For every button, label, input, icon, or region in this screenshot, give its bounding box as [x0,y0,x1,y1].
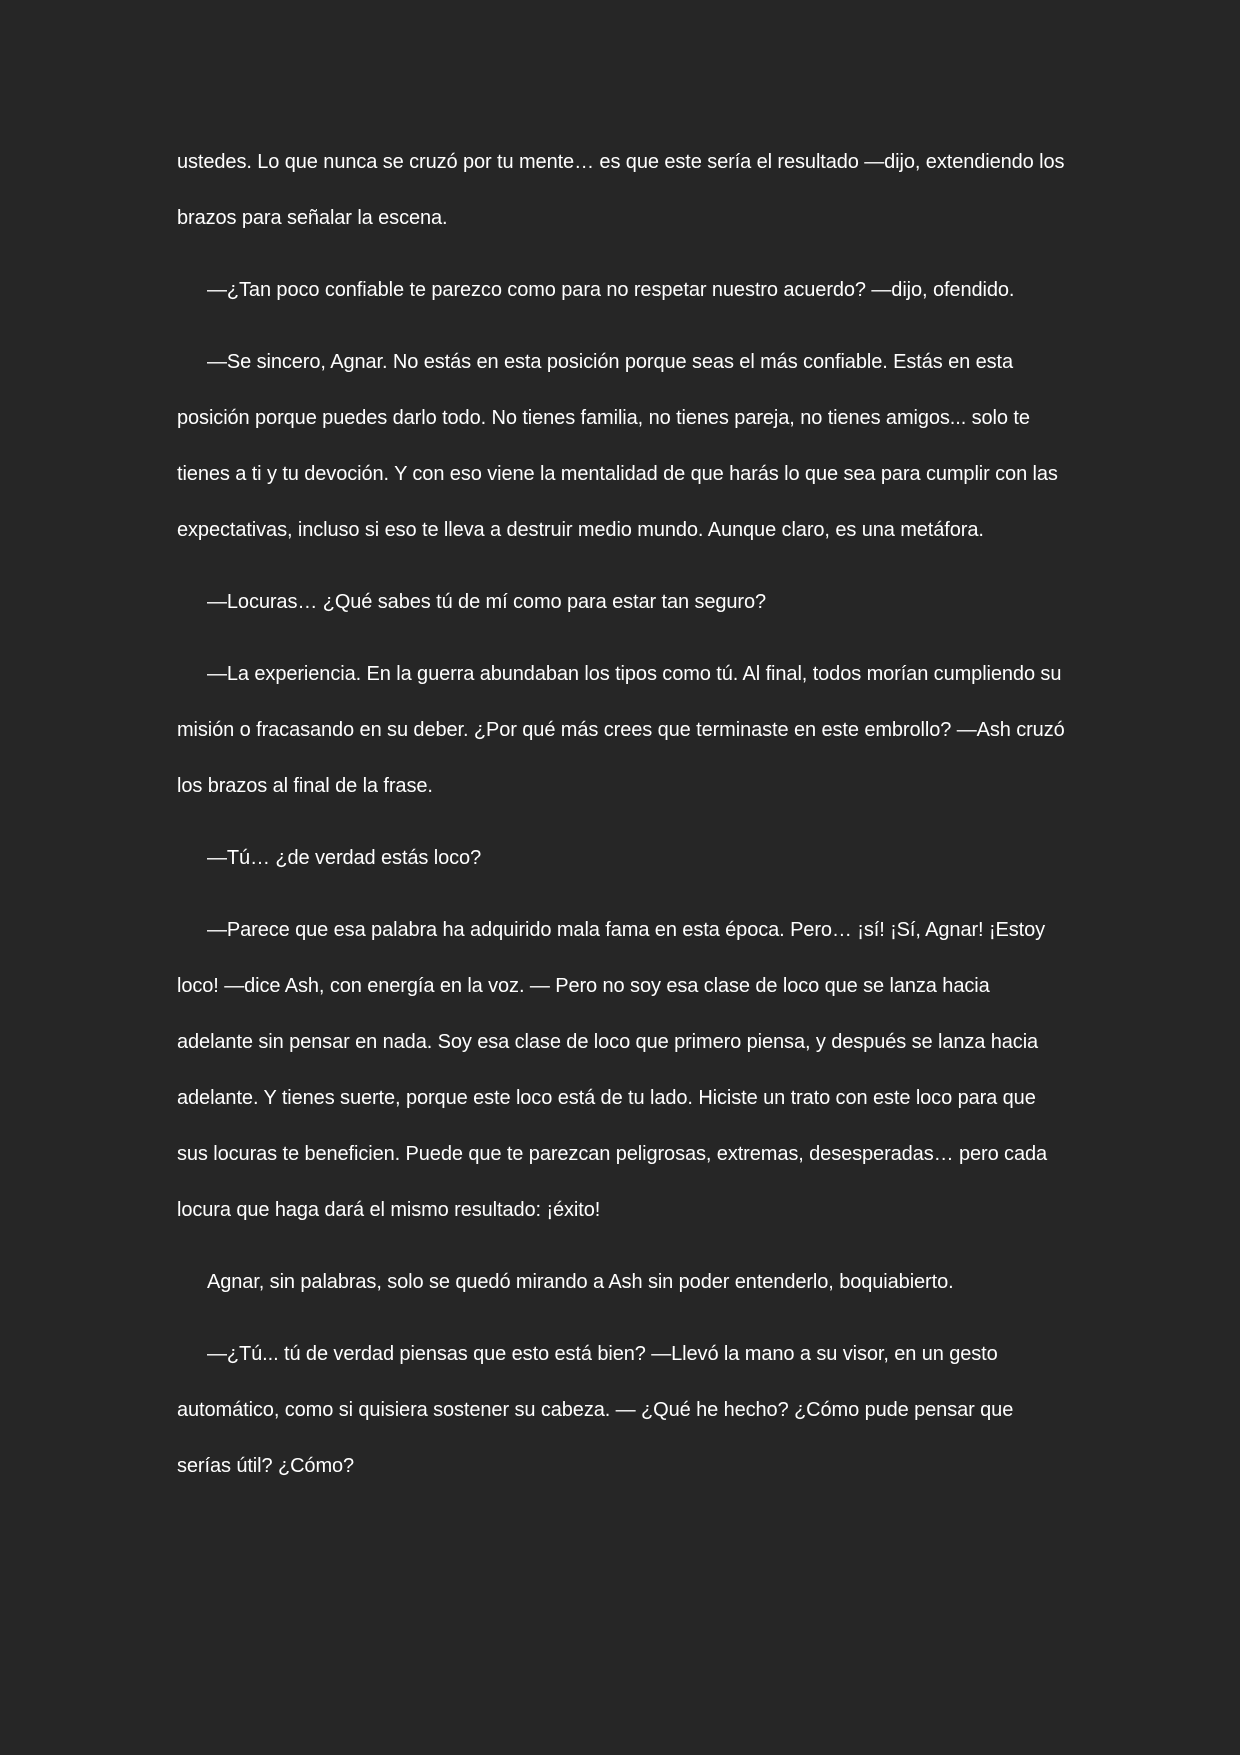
paragraph: —¿Tú... tú de verdad piensas que esto está bien? —Llevó la mano a su visor, en un gesto automático, como si quisiera sostener su cabeza. — ¿Qué he hecho? ¿Cómo pude pensar que serías útil? ¿Cómo? [177,1343,1014,1477]
paragraph: —Tú… ¿de verdad estás loco? [207,847,482,869]
paragraph: —La experiencia. En la guerra abundaban los tipos como tú. Al final, todos morían cumpliendo su misión o fracasando en su deber. ¿Por qué más crees que terminaste en este embrollo? —Ash cruzó los brazos al final de la frase. [177,663,1065,797]
paragraph: —Se sincero, Agnar. No estás en esta posición porque seas el más confiable. Estás en esta posición porque puedes darlo todo. No tienes familia, no tienes pareja, no tienes amigos... solo te tienes a ti y tu devoción. Y con eso viene la mentalidad de que harás lo que sea para cumplir con las expectativas, incluso si eso te lleva a destruir medio mundo. Aunque claro, es una metáfora. [177,351,1058,541]
paragraph: ustedes. Lo que nunca se cruzó por tu mente… es que este sería el resultado —dijo, extendiendo los brazos para señalar la escena. [177,151,1065,229]
paragraph: —¿Tan poco confiable te parezco como para no respetar nuestro acuerdo? —dijo, ofendido. [207,279,1015,301]
paragraph: —Parece que esa palabra ha adquirido mala fama en esta época. Pero… ¡sí! ¡Sí, Agnar! ¡Estoy loco! —dice Ash, con energía en la voz. — Pero no soy esa clase de loco que se lanza hacia adelante sin pensar en nada. Soy esa clase de loco que primero piensa, y después se lanza hacia adelante. Y tienes suerte, porque este loco está de tu lado. Hiciste un trato con este loco para que sus locuras te beneficien. Puede que te parezcan peligrosas, extremas, desesperadas… pero cada locura que haga dará el mismo resultado: ¡éxito! [177,919,1048,1221]
paragraph: —Locuras… ¿Qué sabes tú de mí como para estar tan seguro? [207,591,767,613]
paragraph: Agnar, sin palabras, solo se quedó mirando a Ash sin poder entenderlo, boquiabierto. [207,1271,954,1293]
document-page [177,134,1067,1510]
